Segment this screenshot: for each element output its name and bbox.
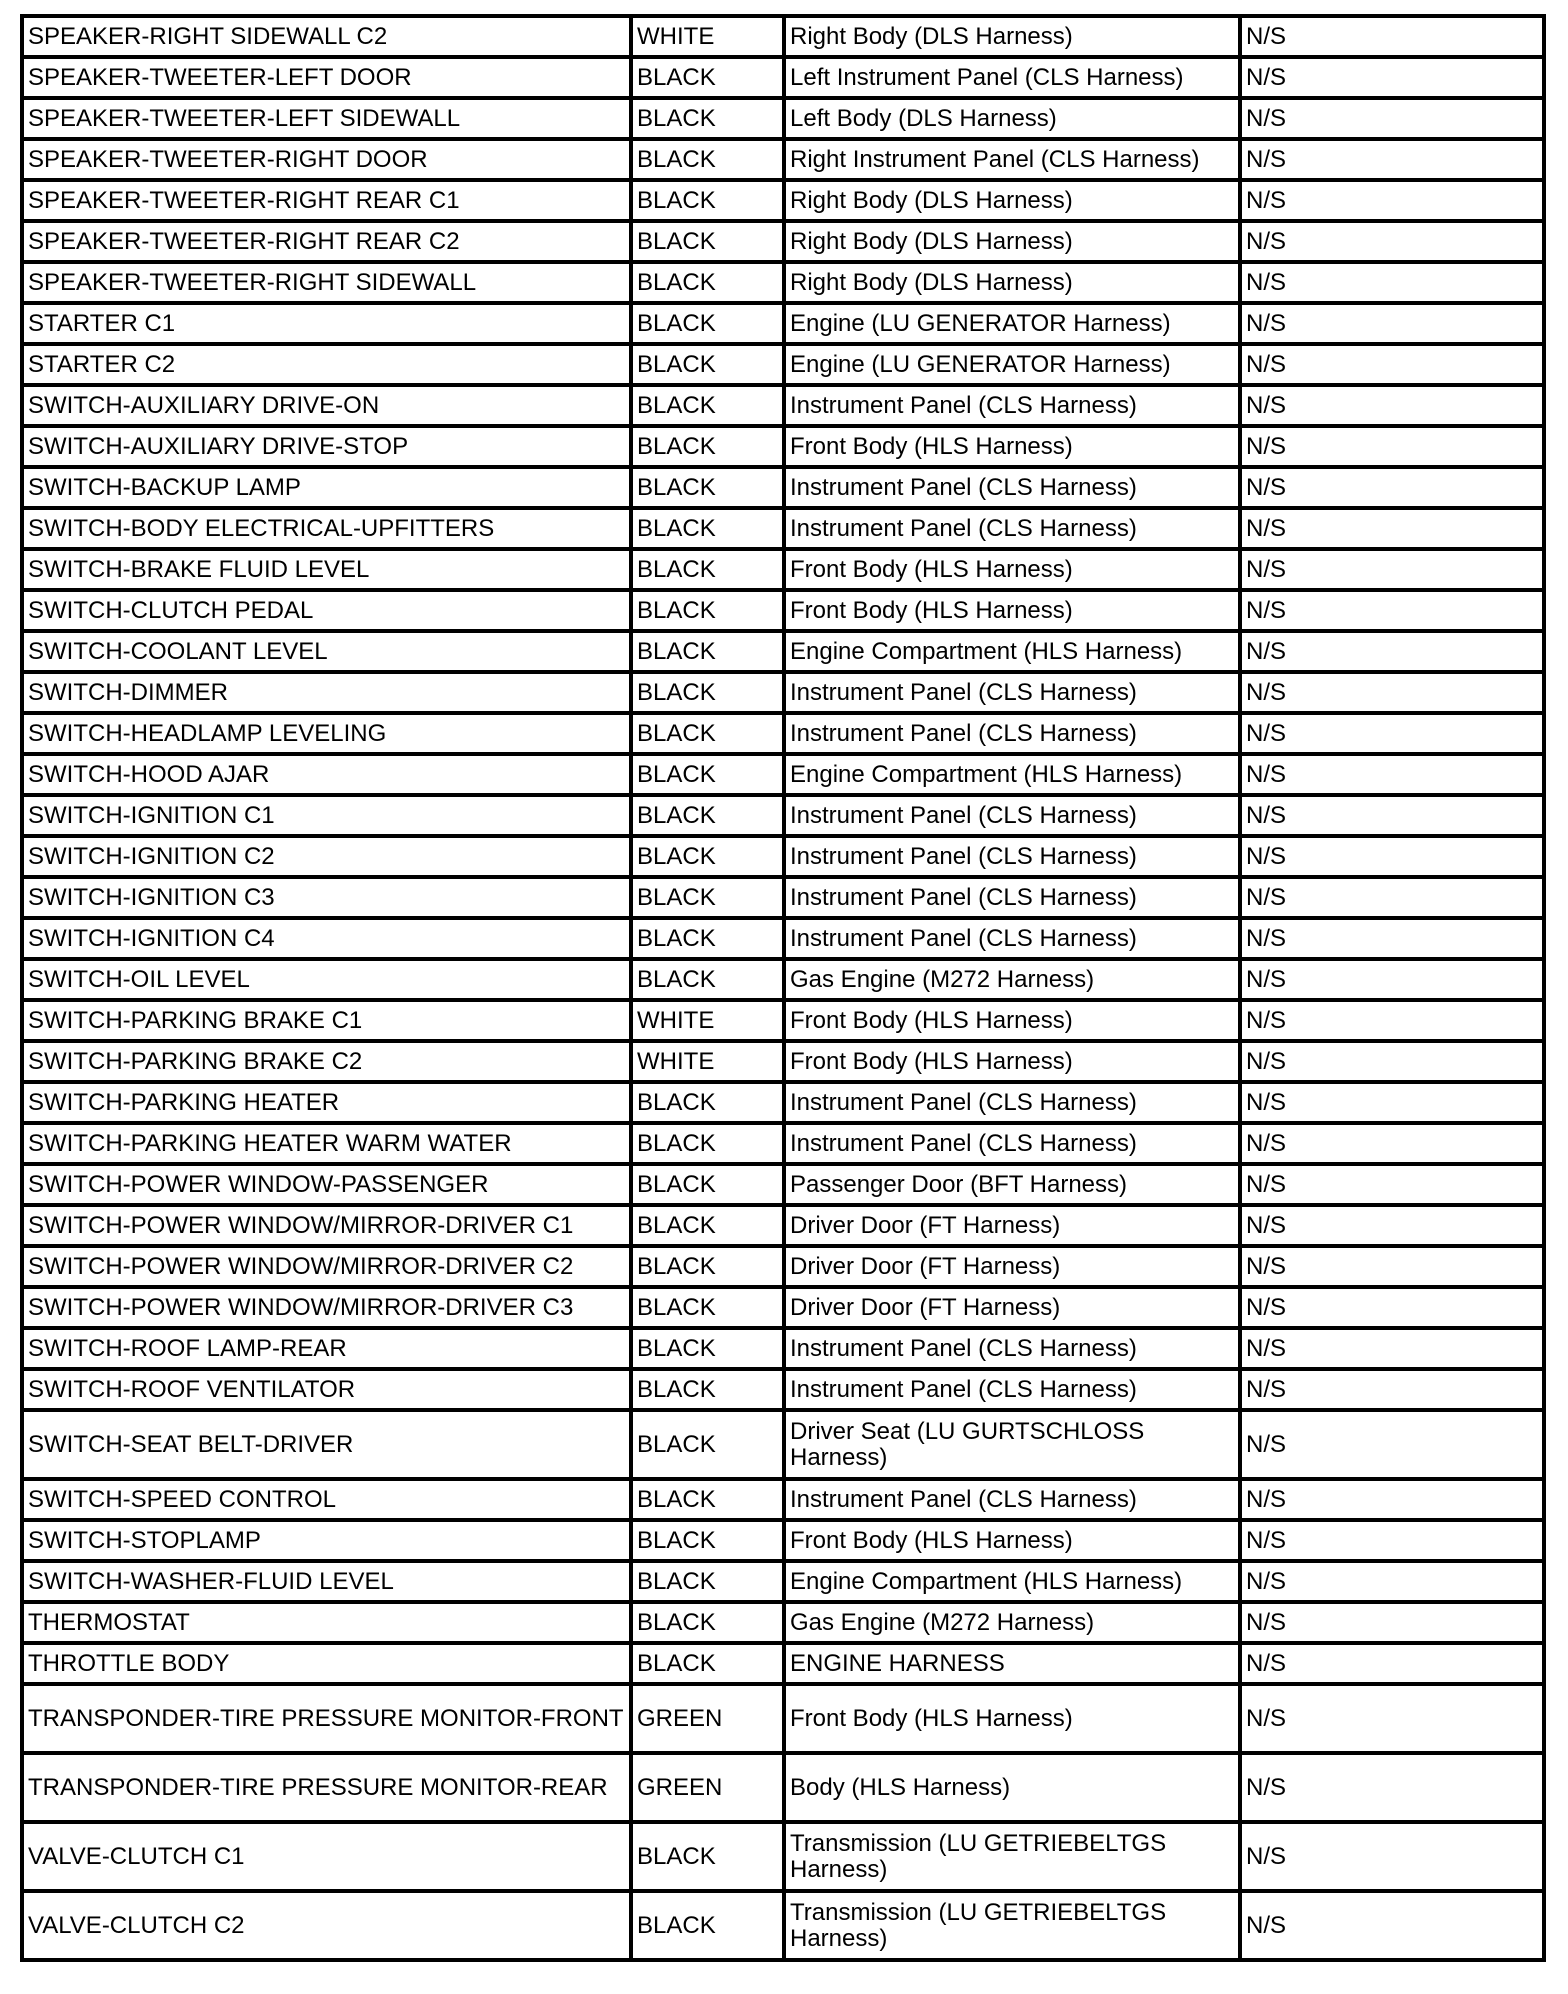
connector-name-cell: SPEAKER-TWEETER-RIGHT SIDEWALL <box>22 262 631 303</box>
connector-note-cell: N/S <box>1240 57 1544 98</box>
connector-location-cell: Front Body (HLS Harness) <box>784 1684 1240 1753</box>
connector-name-cell: SWITCH-SPEED CONTROL <box>22 1479 631 1520</box>
connector-note-cell: N/S <box>1240 877 1544 918</box>
table-row <box>22 1369 1544 1410</box>
connector-color-cell: BLACK <box>631 1643 784 1684</box>
table-row <box>22 180 1544 221</box>
connector-location-cell: Instrument Panel (CLS Harness) <box>784 508 1240 549</box>
connector-location-cell: Instrument Panel (CLS Harness) <box>784 918 1240 959</box>
table-row <box>22 16 1544 57</box>
connector-name-cell: SWITCH-IGNITION C3 <box>22 877 631 918</box>
connector-location-cell: Instrument Panel (CLS Harness) <box>784 713 1240 754</box>
connector-name-cell: TRANSPONDER-TIRE PRESSURE MONITOR-FRONT <box>22 1684 631 1753</box>
connector-note-cell: N/S <box>1240 1164 1544 1205</box>
connector-name-cell: SWITCH-PARKING HEATER WARM WATER <box>22 1123 631 1164</box>
connector-note-cell: N/S <box>1240 1205 1544 1246</box>
connector-name-cell: SWITCH-AUXILIARY DRIVE-STOP <box>22 426 631 467</box>
connector-note-cell: N/S <box>1240 590 1544 631</box>
connector-note-cell: N/S <box>1240 1287 1544 1328</box>
table-row <box>22 139 1544 180</box>
connector-color-cell: BLACK <box>631 221 784 262</box>
connector-color-cell: BLACK <box>631 1602 784 1643</box>
connector-note-cell: N/S <box>1240 262 1544 303</box>
connector-note-cell: N/S <box>1240 303 1544 344</box>
connector-name-cell: TRANSPONDER-TIRE PRESSURE MONITOR-REAR <box>22 1753 631 1822</box>
connector-color-cell: BLACK <box>631 98 784 139</box>
connector-note-cell: N/S <box>1240 1328 1544 1369</box>
connector-name-cell: SPEAKER-TWEETER-LEFT DOOR <box>22 57 631 98</box>
connector-color-cell: BLACK <box>631 1123 784 1164</box>
connector-location-cell: Gas Engine (M272 Harness) <box>784 1602 1240 1643</box>
connector-name-cell: SWITCH-POWER WINDOW/MIRROR-DRIVER C3 <box>22 1287 631 1328</box>
connector-color-cell: BLACK <box>631 1891 784 1960</box>
connector-color-cell: BLACK <box>631 959 784 1000</box>
connector-color-cell: WHITE <box>631 1000 784 1041</box>
table-row <box>22 590 1544 631</box>
connector-color-cell: BLACK <box>631 344 784 385</box>
connector-note-cell: N/S <box>1240 713 1544 754</box>
connector-note-cell: N/S <box>1240 180 1544 221</box>
connector-color-cell: GREEN <box>631 1684 784 1753</box>
connector-location-cell: Instrument Panel (CLS Harness) <box>784 836 1240 877</box>
connector-color-cell: BLACK <box>631 754 784 795</box>
table-row <box>22 1164 1544 1205</box>
table-row <box>22 1123 1544 1164</box>
connector-location-cell: Engine Compartment (HLS Harness) <box>784 754 1240 795</box>
table-row <box>22 1205 1544 1246</box>
connector-name-cell: SPEAKER-TWEETER-RIGHT DOOR <box>22 139 631 180</box>
connector-location-cell: ENGINE HARNESS <box>784 1643 1240 1684</box>
table-row <box>22 1753 1544 1822</box>
connector-color-cell: BLACK <box>631 1479 784 1520</box>
connector-location-cell: Engine Compartment (HLS Harness) <box>784 1561 1240 1602</box>
connector-note-cell: N/S <box>1240 1369 1544 1410</box>
table-row <box>22 98 1544 139</box>
connector-location-cell: Body (HLS Harness) <box>784 1753 1240 1822</box>
connector-note-cell: N/S <box>1240 1561 1544 1602</box>
connector-note-cell: N/S <box>1240 98 1544 139</box>
connector-name-cell: SWITCH-IGNITION C1 <box>22 795 631 836</box>
connector-location-cell: Transmission (LU GETRIEBELTGS Harness) <box>784 1891 1240 1960</box>
table-row <box>22 1287 1544 1328</box>
connector-location-cell: Instrument Panel (CLS Harness) <box>784 467 1240 508</box>
connector-note-cell: N/S <box>1240 1520 1544 1561</box>
table-row <box>22 344 1544 385</box>
table-row <box>22 221 1544 262</box>
connector-location-cell: Front Body (HLS Harness) <box>784 1041 1240 1082</box>
table-row <box>22 1602 1544 1643</box>
connector-location-cell: Left Instrument Panel (CLS Harness) <box>784 57 1240 98</box>
connector-name-cell: SWITCH-BODY ELECTRICAL-UPFITTERS <box>22 508 631 549</box>
connector-note-cell: N/S <box>1240 836 1544 877</box>
connector-location-cell: Instrument Panel (CLS Harness) <box>784 1123 1240 1164</box>
table-row <box>22 713 1544 754</box>
connector-name-cell: SWITCH-CLUTCH PEDAL <box>22 590 631 631</box>
connector-name-cell: SPEAKER-TWEETER-LEFT SIDEWALL <box>22 98 631 139</box>
connector-note-cell: N/S <box>1240 549 1544 590</box>
connector-location-cell: Instrument Panel (CLS Harness) <box>784 1479 1240 1520</box>
connector-color-cell: BLACK <box>631 1082 784 1123</box>
table-row <box>22 1410 1544 1479</box>
table-row <box>22 1246 1544 1287</box>
connector-note-cell: N/S <box>1240 1643 1544 1684</box>
connector-name-cell: SWITCH-ROOF VENTILATOR <box>22 1369 631 1410</box>
connector-location-cell: Left Body (DLS Harness) <box>784 98 1240 139</box>
connector-name-cell: SWITCH-ROOF LAMP-REAR <box>22 1328 631 1369</box>
connector-color-cell: BLACK <box>631 426 784 467</box>
connector-color-cell: BLACK <box>631 1328 784 1369</box>
connector-name-cell: SWITCH-COOLANT LEVEL <box>22 631 631 672</box>
connector-name-cell: SWITCH-WASHER-FLUID LEVEL <box>22 1561 631 1602</box>
connector-note-cell: N/S <box>1240 1123 1544 1164</box>
connector-note-cell: N/S <box>1240 1000 1544 1041</box>
connector-note-cell: N/S <box>1240 1684 1544 1753</box>
connector-note-cell: N/S <box>1240 1082 1544 1123</box>
connector-note-cell: N/S <box>1240 672 1544 713</box>
connector-name-cell: SWITCH-PARKING BRAKE C2 <box>22 1041 631 1082</box>
connector-name-cell: SWITCH-AUXILIARY DRIVE-ON <box>22 385 631 426</box>
connector-color-cell: BLACK <box>631 631 784 672</box>
connector-color-cell: BLACK <box>631 303 784 344</box>
connector-location-cell: Engine (LU GENERATOR Harness) <box>784 344 1240 385</box>
connector-name-cell: SWITCH-DIMMER <box>22 672 631 713</box>
connector-location-cell: Instrument Panel (CLS Harness) <box>784 1369 1240 1410</box>
connector-name-cell: SWITCH-HEADLAMP LEVELING <box>22 713 631 754</box>
table-row <box>22 508 1544 549</box>
connector-note-cell: N/S <box>1240 508 1544 549</box>
connector-name-cell: SPEAKER-TWEETER-RIGHT REAR C1 <box>22 180 631 221</box>
table-row <box>22 1643 1544 1684</box>
connector-note-cell: N/S <box>1240 1479 1544 1520</box>
connector-location-cell: Instrument Panel (CLS Harness) <box>784 385 1240 426</box>
connector-color-cell: BLACK <box>631 1822 784 1891</box>
connector-name-cell: SWITCH-POWER WINDOW/MIRROR-DRIVER C2 <box>22 1246 631 1287</box>
connector-name-cell: SWITCH-BACKUP LAMP <box>22 467 631 508</box>
table-row <box>22 1000 1544 1041</box>
connector-name-cell: SWITCH-PARKING BRAKE C1 <box>22 1000 631 1041</box>
table-row <box>22 1684 1544 1753</box>
table-row <box>22 877 1544 918</box>
connector-name-cell: SWITCH-IGNITION C2 <box>22 836 631 877</box>
connector-location-cell: Front Body (HLS Harness) <box>784 590 1240 631</box>
connector-location-cell: Engine (LU GENERATOR Harness) <box>784 303 1240 344</box>
connector-color-cell: BLACK <box>631 508 784 549</box>
connector-location-cell: Instrument Panel (CLS Harness) <box>784 795 1240 836</box>
connector-note-cell: N/S <box>1240 959 1544 1000</box>
table-row <box>22 631 1544 672</box>
connector-color-cell: WHITE <box>631 16 784 57</box>
connector-color-cell: BLACK <box>631 1561 784 1602</box>
connector-note-cell: N/S <box>1240 1753 1544 1822</box>
connector-name-cell: SPEAKER-RIGHT SIDEWALL C2 <box>22 16 631 57</box>
connector-name-cell: STARTER C2 <box>22 344 631 385</box>
connector-color-cell: BLACK <box>631 1246 784 1287</box>
table-row <box>22 262 1544 303</box>
connector-color-cell: BLACK <box>631 1287 784 1328</box>
connector-note-cell: N/S <box>1240 16 1544 57</box>
connector-note-cell: N/S <box>1240 918 1544 959</box>
connector-location-cell: Driver Door (FT Harness) <box>784 1205 1240 1246</box>
table-row <box>22 303 1544 344</box>
table-row <box>22 1082 1544 1123</box>
connector-location-cell: Instrument Panel (CLS Harness) <box>784 1328 1240 1369</box>
connector-location-cell: Right Body (DLS Harness) <box>784 16 1240 57</box>
table-row <box>22 1561 1544 1602</box>
connector-color-cell: GREEN <box>631 1753 784 1822</box>
table-row <box>22 959 1544 1000</box>
connector-name-cell: SWITCH-STOPLAMP <box>22 1520 631 1561</box>
connector-color-cell: BLACK <box>631 467 784 508</box>
connector-color-cell: BLACK <box>631 1369 784 1410</box>
connector-note-cell: N/S <box>1240 426 1544 467</box>
connector-color-cell: BLACK <box>631 1164 784 1205</box>
connector-table <box>20 14 1546 1962</box>
table-row <box>22 836 1544 877</box>
connector-location-cell: Right Body (DLS Harness) <box>784 180 1240 221</box>
table-row <box>22 385 1544 426</box>
table-row <box>22 1520 1544 1561</box>
connector-location-cell: Gas Engine (M272 Harness) <box>784 959 1240 1000</box>
connector-color-cell: BLACK <box>631 262 784 303</box>
connector-note-cell: N/S <box>1240 385 1544 426</box>
connector-color-cell: BLACK <box>631 795 784 836</box>
connector-name-cell: SWITCH-PARKING HEATER <box>22 1082 631 1123</box>
connector-color-cell: BLACK <box>631 836 784 877</box>
connector-name-cell: SWITCH-POWER WINDOW/MIRROR-DRIVER C1 <box>22 1205 631 1246</box>
connector-note-cell: N/S <box>1240 344 1544 385</box>
connector-name-cell: THERMOSTAT <box>22 1602 631 1643</box>
connector-note-cell: N/S <box>1240 1041 1544 1082</box>
connector-location-cell: Right Body (DLS Harness) <box>784 262 1240 303</box>
connector-location-cell: Instrument Panel (CLS Harness) <box>784 672 1240 713</box>
connector-note-cell: N/S <box>1240 221 1544 262</box>
connector-name-cell: STARTER C1 <box>22 303 631 344</box>
connector-location-cell: Front Body (HLS Harness) <box>784 426 1240 467</box>
connector-location-cell: Instrument Panel (CLS Harness) <box>784 1082 1240 1123</box>
connector-location-cell: Driver Seat (LU GURTSCHLOSS Harness) <box>784 1410 1240 1479</box>
connector-note-cell: N/S <box>1240 1891 1544 1960</box>
connector-color-cell: BLACK <box>631 385 784 426</box>
connector-note-cell: N/S <box>1240 1602 1544 1643</box>
connector-name-cell: VALVE-CLUTCH C2 <box>22 1891 631 1960</box>
table-row <box>22 1891 1544 1960</box>
connector-location-cell: Instrument Panel (CLS Harness) <box>784 877 1240 918</box>
table-row <box>22 1328 1544 1369</box>
connector-name-cell: SWITCH-POWER WINDOW-PASSENGER <box>22 1164 631 1205</box>
connector-color-cell: BLACK <box>631 549 784 590</box>
connector-location-cell: Driver Door (FT Harness) <box>784 1246 1240 1287</box>
connector-color-cell: BLACK <box>631 1205 784 1246</box>
connector-color-cell: BLACK <box>631 1520 784 1561</box>
table-row <box>22 795 1544 836</box>
connector-color-cell: BLACK <box>631 1410 784 1479</box>
connector-location-cell: Engine Compartment (HLS Harness) <box>784 631 1240 672</box>
table-row <box>22 1822 1544 1891</box>
connector-note-cell: N/S <box>1240 467 1544 508</box>
connector-color-cell: BLACK <box>631 877 784 918</box>
table-row <box>22 549 1544 590</box>
table-row <box>22 1479 1544 1520</box>
table-row <box>22 918 1544 959</box>
connector-location-cell: Driver Door (FT Harness) <box>784 1287 1240 1328</box>
connector-color-cell: BLACK <box>631 713 784 754</box>
connector-color-cell: BLACK <box>631 57 784 98</box>
connector-table-body <box>22 16 1544 1960</box>
table-row <box>22 672 1544 713</box>
connector-color-cell: BLACK <box>631 918 784 959</box>
connector-name-cell: SWITCH-SEAT BELT-DRIVER <box>22 1410 631 1479</box>
connector-location-cell: Right Instrument Panel (CLS Harness) <box>784 139 1240 180</box>
connector-name-cell: SWITCH-IGNITION C4 <box>22 918 631 959</box>
table-row <box>22 57 1544 98</box>
connector-color-cell: BLACK <box>631 590 784 631</box>
connector-location-cell: Transmission (LU GETRIEBELTGS Harness) <box>784 1822 1240 1891</box>
connector-note-cell: N/S <box>1240 1246 1544 1287</box>
connector-note-cell: N/S <box>1240 139 1544 180</box>
connector-color-cell: BLACK <box>631 139 784 180</box>
connector-color-cell: WHITE <box>631 1041 784 1082</box>
connector-name-cell: SWITCH-BRAKE FLUID LEVEL <box>22 549 631 590</box>
connector-name-cell: SWITCH-OIL LEVEL <box>22 959 631 1000</box>
table-row <box>22 467 1544 508</box>
table-row <box>22 1041 1544 1082</box>
connector-name-cell: VALVE-CLUTCH C1 <box>22 1822 631 1891</box>
connector-name-cell: THROTTLE BODY <box>22 1643 631 1684</box>
connector-note-cell: N/S <box>1240 795 1544 836</box>
connector-note-cell: N/S <box>1240 631 1544 672</box>
connector-note-cell: N/S <box>1240 1410 1544 1479</box>
table-row <box>22 754 1544 795</box>
table-row <box>22 426 1544 467</box>
connector-color-cell: BLACK <box>631 180 784 221</box>
connector-name-cell: SWITCH-HOOD AJAR <box>22 754 631 795</box>
connector-location-cell: Right Body (DLS Harness) <box>784 221 1240 262</box>
connector-location-cell: Passenger Door (BFT Harness) <box>784 1164 1240 1205</box>
connector-location-cell: Front Body (HLS Harness) <box>784 549 1240 590</box>
connector-name-cell: SPEAKER-TWEETER-RIGHT REAR C2 <box>22 221 631 262</box>
connector-note-cell: N/S <box>1240 754 1544 795</box>
connector-location-cell: Front Body (HLS Harness) <box>784 1000 1240 1041</box>
connector-location-cell: Front Body (HLS Harness) <box>784 1520 1240 1561</box>
connector-note-cell: N/S <box>1240 1822 1544 1891</box>
connector-color-cell: BLACK <box>631 672 784 713</box>
